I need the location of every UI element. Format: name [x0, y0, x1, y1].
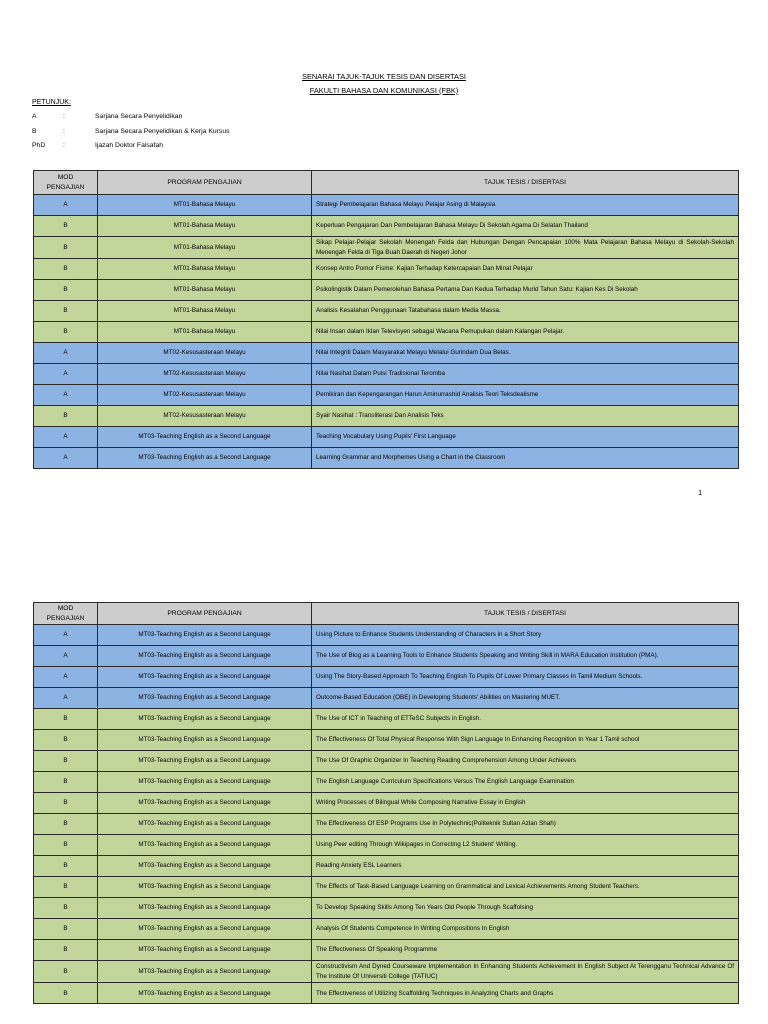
legend-item-phd: [32, 142, 432, 152]
program-cell: MT03-Teaching English as a Second Language: [98, 919, 312, 940]
program-cell: MT02-Kesusasteraan Melayu: [98, 343, 312, 364]
title-cell: Nilai Nasihat Dalam Puisi Tradisional Teromba: [312, 364, 739, 385]
program-cell: MT03-Teaching English as a Second Language: [98, 751, 312, 772]
table-row: [34, 835, 739, 856]
mod-cell: B: [34, 280, 98, 301]
table-row: [34, 427, 739, 448]
table-row: [34, 259, 739, 280]
program-cell: MT03-Teaching English as a Second Language: [98, 983, 312, 1004]
table-row: [34, 961, 739, 983]
mod-cell: B: [34, 322, 98, 343]
table-row: [34, 814, 739, 835]
program-cell: MT02-Kesusasteraan Melayu: [98, 406, 312, 427]
title-cell: Teaching Vocabulary Using Pupils' First Language: [312, 427, 739, 448]
program-cell: MT03-Teaching English as a Second Language: [98, 709, 312, 730]
legend-item-a: [32, 113, 432, 123]
table-row: [34, 195, 739, 216]
title-cell: Using Picture to Enhance Students Understanding of Characters in a Short Story: [312, 625, 739, 646]
legend-separator: :: [63, 142, 65, 149]
table-row: [34, 216, 739, 237]
legend-key: A: [32, 113, 37, 120]
title-cell: The Use Of Graphic Organizer In Teaching Reading Comprehension Among Under Achievers: [312, 751, 739, 772]
mod-cell: A: [34, 646, 98, 667]
program-cell: MT01-Bahasa Melayu: [98, 237, 312, 259]
table-row: [34, 237, 739, 259]
program-cell: MT01-Bahasa Melayu: [98, 322, 312, 343]
legend-key: PhD: [32, 142, 46, 149]
mod-cell: A: [34, 195, 98, 216]
program-cell: MT03-Teaching English as a Second Language: [98, 856, 312, 877]
title-cell: Analisis Kesalahan Penggunaan Tatabahasa dalam Media Massa.: [312, 301, 739, 322]
program-cell: MT01-Bahasa Melayu: [98, 280, 312, 301]
header-title: TAJUK TESIS / DISERTASI: [312, 603, 739, 625]
program-cell: MT03-Teaching English as a Second Language: [98, 730, 312, 751]
mod-cell: B: [34, 259, 98, 280]
program-cell: MT03-Teaching English as a Second Language: [98, 793, 312, 814]
title-cell: Keperluan Pengajaran Dan Pembelajaran Bahasa Melayu Di Sekolah Agama Di Selatan Thailand: [312, 216, 739, 237]
mod-cell: B: [34, 940, 98, 961]
mod-cell: B: [34, 814, 98, 835]
legend-separator: :: [63, 113, 65, 120]
table-row: [34, 280, 739, 301]
table-row: [34, 301, 739, 322]
title-cell: The Effectiveness Of Speaking Programme: [312, 940, 739, 961]
title-cell: The Effects of Task-Based Language Learning on Grammatical and Lexical Achievements Among Student Teachers.: [312, 877, 739, 898]
program-cell: MT03-Teaching English as a Second Language: [98, 877, 312, 898]
legend-item-b: [32, 128, 432, 138]
mod-cell: A: [34, 385, 98, 406]
program-cell: MT03-Teaching English as a Second Language: [98, 814, 312, 835]
table-row: [34, 709, 739, 730]
program-cell: MT03-Teaching English as a Second Language: [98, 427, 312, 448]
program-cell: MT03-Teaching English as a Second Language: [98, 688, 312, 709]
program-cell: MT03-Teaching English as a Second Language: [98, 448, 312, 469]
title-cell: Psikolingistik Dalam Pemerolehan Bahasa Pertama Dan Kedua Terhadap Murid Tahun Satu: Kajian Kes Di Sekolah: [312, 280, 739, 301]
title-cell: The Use of ICT in Teaching of ETTeSC Subjects in English.: [312, 709, 739, 730]
mod-cell: A: [34, 448, 98, 469]
table-row: [34, 448, 739, 469]
title-cell: To Develop Speaking Skills Among Ten Years Old People Through Scaffolsing: [312, 898, 739, 919]
table-row: [34, 406, 739, 427]
table-row: [34, 385, 739, 406]
legend-separator: :: [63, 128, 65, 135]
header-mod: MOD PENGAJIAN: [34, 603, 98, 625]
title-cell: Outcome-Based Education (OBE) in Developing Students' Abilities on Mastering MUET.: [312, 688, 739, 709]
title-cell: The Effectiveness of Utilizing Scaffolding Techniques in Analyzing Charts and Graphs: [312, 983, 739, 1004]
table-row: [34, 898, 739, 919]
header-title: TAJUK TESIS / DISERTASI: [312, 171, 739, 195]
mod-cell: B: [34, 730, 98, 751]
program-cell: MT03-Teaching English as a Second Language: [98, 835, 312, 856]
header-program: PROGRAM PENGAJIAN: [98, 603, 312, 625]
mod-cell: B: [34, 877, 98, 898]
title-cell: The Effectiveness Of ESP Programs Use In Polytechnic(Politeknik Sultan Azlan Shah): [312, 814, 739, 835]
mod-cell: B: [34, 983, 98, 1004]
program-cell: MT02-Kesusasteraan Melayu: [98, 385, 312, 406]
mod-cell: B: [34, 898, 98, 919]
mod-cell: A: [34, 427, 98, 448]
table-row: [34, 667, 739, 688]
title-cell: Strategi Pembelajaran Bahasa Melayu Pelajar Asing di Malaysia: [312, 195, 739, 216]
program-cell: MT03-Teaching English as a Second Language: [98, 940, 312, 961]
header-program: PROGRAM PENGAJIAN: [98, 171, 312, 195]
program-cell: MT01-Bahasa Melayu: [98, 259, 312, 280]
table-row: [34, 730, 739, 751]
mod-cell: B: [34, 709, 98, 730]
thesis-table-page-1: [33, 170, 739, 469]
mod-cell: B: [34, 751, 98, 772]
faculty-title: FAKULTI BAHASA DAN KOMUNIKASI (FBK): [309, 86, 459, 95]
program-cell: MT03-Teaching English as a Second Language: [98, 667, 312, 688]
mod-cell: A: [34, 688, 98, 709]
title-cell: Constructivism And Dyned Courseware Implementation In Enhancing Students Achievement In English Subject At Terengganu Technical Advance Of The Institute Of Universiti College (TATIUC): [312, 961, 739, 983]
table-row: [34, 343, 739, 364]
legend-key: B: [32, 128, 37, 135]
mod-cell: B: [34, 772, 98, 793]
mod-cell: B: [34, 856, 98, 877]
mod-cell: B: [34, 835, 98, 856]
table-row: [34, 625, 739, 646]
table-row: [34, 646, 739, 667]
title-cell: Using The Story-Based Approach To Teaching English To Pupils Of Lower Primary Classes In Tamil Medium Schools.: [312, 667, 739, 688]
thesis-table-page-2: [33, 602, 739, 1004]
legend-value: Sarjana Secara Penyelidikan & Kerja Kursus: [95, 128, 230, 135]
table-row: [34, 856, 739, 877]
title-cell: Nilai Integriti Dalam Masyarakat Melayu Melalui Gurindam Dua Belas.: [312, 343, 739, 364]
program-cell: MT01-Bahasa Melayu: [98, 216, 312, 237]
title-cell: Using Peer editing Through Wikipages in Correcting L2 Student' Writing.: [312, 835, 739, 856]
mod-cell: B: [34, 793, 98, 814]
program-cell: MT03-Teaching English as a Second Language: [98, 625, 312, 646]
mod-cell: B: [34, 406, 98, 427]
mod-cell: B: [34, 301, 98, 322]
mod-cell: A: [34, 625, 98, 646]
program-cell: MT01-Bahasa Melayu: [98, 195, 312, 216]
legend-value: Sarjana Secara Penyelidikan: [95, 113, 183, 120]
program-cell: MT03-Teaching English as a Second Language: [98, 646, 312, 667]
title-cell: The Effectiveness Of Total Physical Response With Sign Language In Enhancing Recognition In Year 1 Tamil school: [312, 730, 739, 751]
table-row: [34, 919, 739, 940]
program-cell: MT03-Teaching English as a Second Language: [98, 961, 312, 983]
program-cell: MT01-Bahasa Melayu: [98, 301, 312, 322]
title-cell: Reading Anxiety ESL Learners: [312, 856, 739, 877]
mod-cell: A: [34, 364, 98, 385]
table-row: [34, 322, 739, 343]
table-row: [34, 877, 739, 898]
table-row: [34, 793, 739, 814]
title-cell: Writing Processes of Bilingual While Composing Narrative Essay in English: [312, 793, 739, 814]
title-cell: Nilai Insan dalam Iklan Televisyen sebagai Wacana Pemupukan dalam Kalangan Pelajar.: [312, 322, 739, 343]
title-cell: Konsep Antro Pomor Fisme: Kajian Terhadap Ketercapaian Dan Minat Pelajar: [312, 259, 739, 280]
title-cell: The English Language Curriculum Specifications Versus The English Language Examination: [312, 772, 739, 793]
title-cell: Syair Nasihat : Transliterasi Dan Analisis Teks: [312, 406, 739, 427]
document-title: SENARAI TAJUK-TAJUK TESIS DAN DISERTASI: [302, 72, 466, 81]
title-cell: Pemikiran dan Kepengarangan Harun Aminurrashid Analisis Teori Teksdealisme: [312, 385, 739, 406]
table-row: [34, 940, 739, 961]
program-cell: MT03-Teaching English as a Second Language: [98, 772, 312, 793]
table-row: [34, 983, 739, 1004]
header-mod: MOD PENGAJIAN: [34, 171, 98, 195]
mod-cell: B: [34, 919, 98, 940]
legend-value: Ijazah Doktor Falsafah: [95, 142, 164, 149]
mod-cell: B: [34, 961, 98, 983]
table-row: [34, 364, 739, 385]
title-cell: Learning Grammar and Morphemes Using a Chart in the Classroom: [312, 448, 739, 469]
table-row: [34, 751, 739, 772]
title-cell: Sikap Pelajar-Pelajar Sekolah Menengah Felda dan Hubungan Dengan Pencapaian 100% Mata Pelajaran Bahasa Melayu di Sekolah-Sekolah Menengah Felda di Tiga Buah Daerah di Negeri Johor: [312, 237, 739, 259]
table-row: [34, 772, 739, 793]
mod-cell: B: [34, 216, 98, 237]
program-cell: MT03-Teaching English as a Second Language: [98, 898, 312, 919]
mod-cell: A: [34, 343, 98, 364]
program-cell: MT02-Kesusasteraan Melayu: [98, 364, 312, 385]
instructions-heading: PETUNJUK:: [32, 99, 71, 106]
mod-cell: A: [34, 667, 98, 688]
page-number: 1: [698, 488, 703, 497]
title-cell: The Use of Blog as a Learning Tools to Enhance Students Speaking and Writing Skill in MARA Education Institution (PMA).: [312, 646, 739, 667]
mod-cell: B: [34, 237, 98, 259]
table-row: [34, 688, 739, 709]
title-cell: Analysis Of Students Competence In Writing Compositions In English: [312, 919, 739, 940]
